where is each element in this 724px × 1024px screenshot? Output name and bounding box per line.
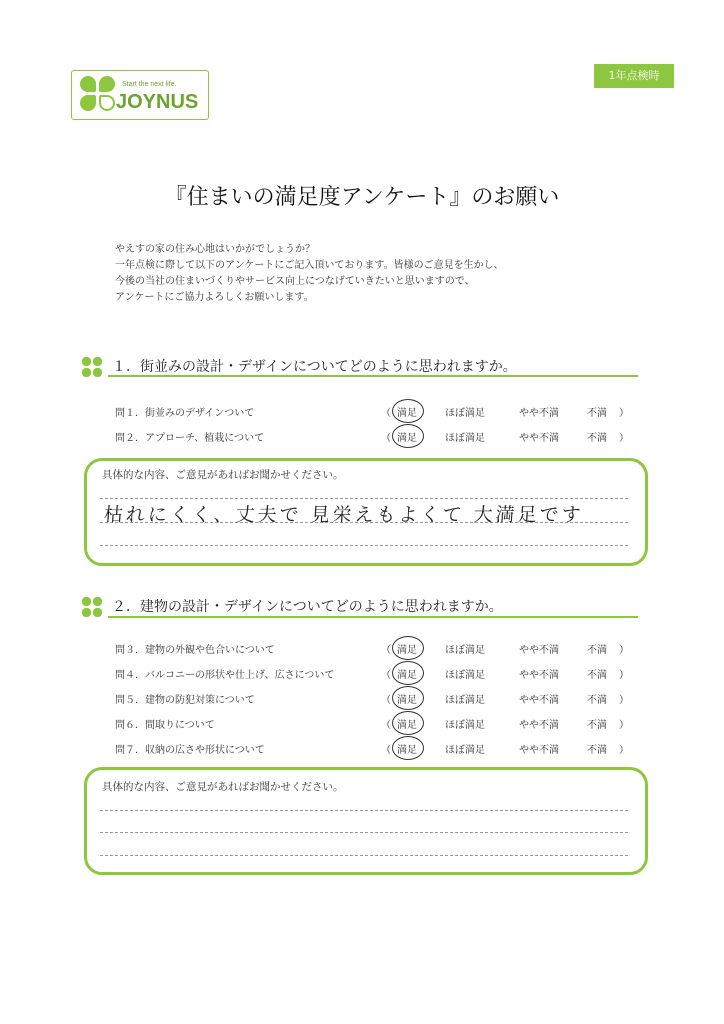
option-somewhat-dissatisfied[interactable]: やや不満	[519, 433, 559, 444]
option-somewhat-dissatisfied[interactable]: やや不満	[519, 645, 559, 656]
question-label: 問６．間取りについて	[115, 720, 215, 731]
comment-label: 具体的な内容、ご意見があればお聞かせください。	[102, 469, 344, 481]
question-label: 問１．街並みのデザインついて	[115, 408, 255, 419]
option-satisfied[interactable]: 満足	[397, 433, 417, 444]
option-mostly-satisfied[interactable]: ほぼ満足	[445, 433, 485, 444]
option-satisfied[interactable]: 満足	[397, 645, 417, 656]
intro-line: アンケートにご協力よろしくお願いします。	[115, 292, 314, 303]
option-satisfied[interactable]: 満足	[397, 720, 417, 731]
handwritten-comment: 枯れにくく、丈夫で 見栄えもよくて 大満足です	[103, 504, 585, 526]
question-row	[115, 713, 635, 733]
paren-open: （	[381, 695, 391, 706]
intro-line: やえすの家の住み心地はいかがでしょうか？	[115, 244, 315, 255]
page-title: 『住まいの満足度アンケート』のお願い	[164, 185, 560, 210]
question-row	[115, 426, 635, 446]
option-dissatisfied[interactable]: 不満	[587, 645, 607, 656]
section2-heading: ２．建物の設計・デザインについてどのように思われますか。	[112, 599, 503, 615]
writing-line	[100, 832, 628, 833]
paren-open: （	[381, 720, 391, 731]
section1-heading: １．街並みの設計・デザインについてどのように思われますか。	[112, 359, 517, 375]
section-clover-icon	[82, 597, 104, 619]
intro-line: 今後の当社の住まいづくりやサービス向上につなげていきたいと思いますので、	[115, 276, 475, 287]
intro-text	[115, 242, 504, 306]
paren-close: ）	[619, 645, 629, 656]
section-divider	[108, 375, 638, 377]
option-satisfied[interactable]: 満足	[397, 408, 417, 419]
question-label: 問２．アプローチ、植栽について	[115, 433, 265, 444]
option-mostly-satisfied[interactable]: ほぼ満足	[445, 695, 485, 706]
question-row	[115, 663, 635, 683]
paren-close: ）	[619, 670, 629, 681]
paren-open: （	[381, 408, 391, 419]
writing-line	[100, 855, 628, 856]
option-dissatisfied[interactable]: 不満	[587, 408, 607, 419]
inspection-badge: 1年点検時	[594, 64, 674, 88]
question-label: 問４．バルコニーの形状や仕上げ、広さについて	[115, 670, 335, 681]
question-row	[115, 738, 635, 758]
option-somewhat-dissatisfied[interactable]: やや不満	[519, 408, 559, 419]
writing-line	[100, 545, 628, 546]
question-row	[115, 638, 635, 658]
paren-open: （	[381, 645, 391, 656]
option-somewhat-dissatisfied[interactable]: やや不満	[519, 695, 559, 706]
intro-line: 一年点検に際して以下のアンケートにご記入頂いております。皆様のご意見を生かし、	[115, 260, 504, 271]
option-dissatisfied[interactable]: 不満	[587, 695, 607, 706]
comment-label: 具体的な内容、ご意見があればお聞かせください。	[102, 781, 344, 793]
paren-open: （	[381, 670, 391, 681]
option-mostly-satisfied[interactable]: ほぼ満足	[445, 745, 485, 756]
paren-close: ）	[619, 695, 629, 706]
option-mostly-satisfied[interactable]: ほぼ満足	[445, 720, 485, 731]
paren-open: （	[381, 433, 391, 444]
question-label: 問３．建物の外観や色合いについて	[115, 645, 275, 656]
option-somewhat-dissatisfied[interactable]: やや不満	[519, 670, 559, 681]
section-clover-icon	[82, 357, 104, 379]
writing-line	[100, 498, 628, 499]
option-satisfied[interactable]: 満足	[397, 695, 417, 706]
option-dissatisfied[interactable]: 不満	[587, 720, 607, 731]
paren-close: ）	[619, 433, 629, 444]
option-dissatisfied[interactable]: 不満	[587, 745, 607, 756]
question-row	[115, 401, 635, 421]
option-mostly-satisfied[interactable]: ほぼ満足	[445, 645, 485, 656]
option-satisfied[interactable]: 満足	[397, 670, 417, 681]
option-mostly-satisfied[interactable]: ほぼ満足	[445, 670, 485, 681]
question-row	[115, 688, 635, 708]
section-divider	[108, 616, 638, 618]
option-somewhat-dissatisfied[interactable]: やや不満	[519, 745, 559, 756]
writing-line	[100, 810, 628, 811]
logo-name: JOYNUS	[116, 91, 199, 113]
question-label: 問５．建物の防犯対策について	[115, 695, 255, 706]
paren-close: ）	[619, 720, 629, 731]
option-mostly-satisfied[interactable]: ほぼ満足	[445, 408, 485, 419]
paren-close: ）	[619, 408, 629, 419]
option-dissatisfied[interactable]: 不満	[587, 670, 607, 681]
option-satisfied[interactable]: 満足	[397, 745, 417, 756]
logo-tagline: Start the next life.	[122, 81, 177, 88]
option-dissatisfied[interactable]: 不満	[587, 433, 607, 444]
paren-close: ）	[619, 745, 629, 756]
option-somewhat-dissatisfied[interactable]: やや不満	[519, 720, 559, 731]
paren-open: （	[381, 745, 391, 756]
question-label: 問７．収納の広さや形状について	[115, 745, 265, 756]
clover-logo-icon	[80, 76, 116, 112]
